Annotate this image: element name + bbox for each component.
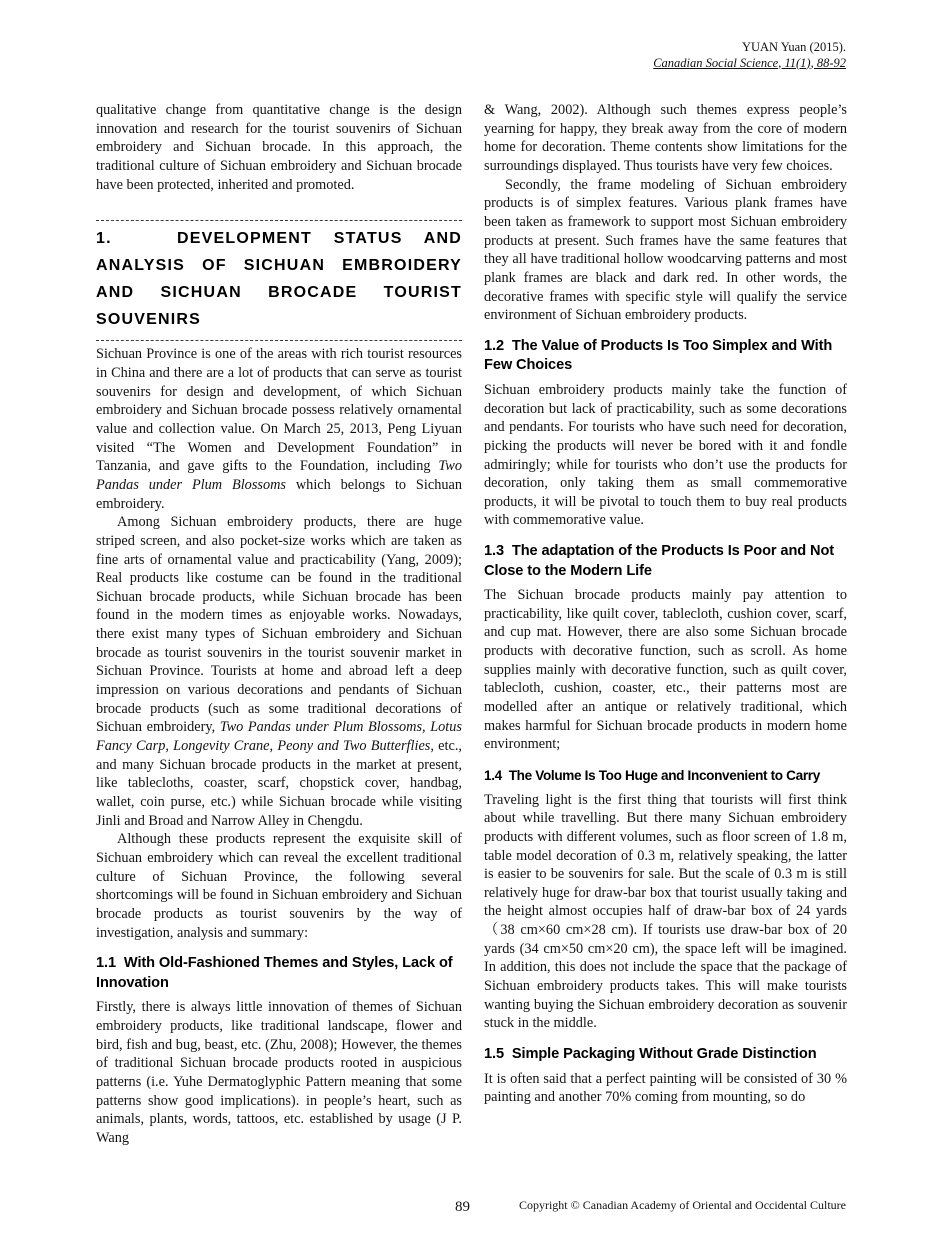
subsection-1-3-heading: 1.3 The adaptation of the Products Is Poor and Not Close to the Modern Life [484, 543, 835, 579]
section-1-heading-block [96, 220, 462, 341]
paragraph-intro-continuation: qualitative change from quantitative change is the design innovation and research for the tourist souvenirs of Sichuan embroidery and Sichuan brocade. In this approach, the traditional culture of Sichuan embroidery and Sichuan brocade have been protected, inherited and promoted. [96, 102, 462, 193]
paragraph-packaging-simple: It is often said that a perfect painting will be consisted of 30 % painting and another 70% coming from mounting, so do [484, 1070, 847, 1106]
paragraph-volume-huge: Traveling light is the first thing that tourists will first think about while travelling. But there many Sichuan embroidery products with different volumes, such as floor screen of 1.8 m, table model decoration of 0.3 m, relatively speaking, the latter is easier to be souvenirs for sale. But the scale of 0.3 m is still relatively huge for draw-bar box that tourist usually taking and the height almost occupies half of draw-bar box of 24 yards（38 cm×60 cm×28 cm). If tourists use draw-bar box of 20 yards (34 cm×50 cm×20 cm), the space left will be imagined. In addition, this does not include the space that the package of Sichuan embroidery products takes. This will make tourists wanting buying the Sichuan embroidery decoration as souvenir stuck in the middle. [484, 791, 847, 1032]
subsection-1-5-heading: 1.5 Simple Packaging Without Grade Distinction [484, 1046, 817, 1063]
two-column-body [96, 101, 847, 1148]
right-column [484, 101, 847, 1148]
paragraph-wang-continuation: & Wang, 2002). Although such themes express people’s yearning for happy, they break away from the core of modern home for decoration. Theme contents show limitations for the surroundings displayed. Thus tourists have very few choices. [484, 102, 847, 174]
paragraph-adaptation-poor: The Sichuan brocade products mainly pay attention to practicability, like quilt cover, tablecloth, cushion cover, scarf, and cup mat. However, there are also some Sichuan brocade products with decorative function, such as scroll. As home supplies mainly with decorative function, such as quilt cover, tablecloth, cushion, coaster, etc., their patterns most are modelled after an antique or relatively traditional, which makes harmful for Sichuan brocade products in modern home environment; [484, 587, 847, 753]
subsection-1-4-heading: 1.4 The Volume Is Too Huge and Inconvenient to Carry [484, 768, 820, 784]
section-1-title: 1. DEVELOPMENT STATUS AND ANALYSIS OF SICHUAN EMBROIDERY AND SICHUAN BROCADE TOURIST SOUVENIRS [96, 230, 462, 329]
copyright-notice: Copyright © Canadian Academy of Oriental and Occidental Culture [518, 1198, 846, 1212]
paragraph-value-simplex: Sichuan embroidery products mainly take the function of decoration but lack of practicability, such as some decorations and pendants. For tourists who have such need for decoration, picking the products will never be bored with it and fondle admiringly; while for tourists who don’t use the products for decoration, only taking them as small commemorative products, it will be pivotal to touch them to buy real products with commemorative value. [484, 381, 847, 529]
page-number: 89 [455, 1199, 470, 1215]
paragraph-firstly-themes: Firstly, there is always little innovation of themes of Sichuan embroidery products, like traditional landscape, flower and bird, fish and bug, beast, etc. (Zhu, 2008); However, the themes of traditional Sichuan brocade products rooted in auspicious patterns (i.e. Yuhe Dermatoglyphic Pattern meaning that some patterns show good implications). in people’s heart, such as animals, plants, words, tattoos, etc. established by usage (J P. Wang [96, 999, 462, 1146]
paragraph-although-products: Although these products represent the exquisite skill of Sichuan embroidery which can reveal the excellent traditional culture of Sichuan Province, the following several shortcomings will be found in Sichuan embroidery and Sichuan brocade products as tourist souvenirs by the way of investigation, analysis and summary: [96, 831, 462, 941]
subsection-1-1-heading: 1.1 With Old-Fashioned Themes and Styles, Lack of Innovation [96, 955, 453, 991]
paragraph-among-products: Among Sichuan embroidery products, there are huge striped screen, and also pocket-size works which are taken as fine arts of ornamental value and practicability (Yang, 2009); Real products like costume can be found in the traditional Sichuan brocade products, while Sichuan brocade has been found in the modern times as enjoyable works. Nowadays, there exist many types of Sichuan embroidery and Sichuan brocade as tourist souvenirs in the tourist souvenir market in Sichuan Province. Tourists at home and abroad left a deep impression on various decorations and pendants of Sichuan brocade products (such as some traditional decorations of Sichuan embroidery, Two Pandas under Plum Blossoms, Lotus Fancy Carp, Longevity Crane, Peony and Two Butterflies, etc., and many Sichuan brocade products in the market at present, like tablecloths, coaster, scarf, chopstick cover, handbag, wallet, coin purse, etc.) while Sichuan brocade while visiting Jinli and Broad and Narrow Alley in Chengdu. [96, 514, 462, 829]
citation-journal-line: Canadian Social Science, 11(1), 88-92 [653, 55, 846, 70]
subsection-1-2-heading: 1.2 The Value of Products Is Too Simplex and With Few Choices [484, 337, 833, 374]
running-head [653, 40, 846, 71]
paragraph-sichuan-province: Sichuan Province is one of the areas with rich tourist resources in China and there are a lot of products that can serve as tourist souvenirs for design and development, of which Sichuan embroidery and Sichuan brocade possess relatively ornamental value and collection value. On March 25, 2013, Peng Liyuan visited “The Women and Development Foundation” in Tanzania, and gave gifts to the Foundation, including Two Pandas under Plum Blossoms which belongs to Sichuan embroidery. [96, 346, 462, 512]
citation-author-line: YUAN Yuan (2015). [741, 40, 846, 54]
left-column [96, 101, 462, 1148]
paragraph-secondly-frames: Secondly, the frame modeling of Sichuan embroidery products is of simplex features. Various plank frames have been taken as framework to support most Sichuan embroidery products at present. Such frames have the same features that they all have traditional hollow woodcarving patterns and most plank frames are black and dark red. In other words, the decorative frames with specific style will qualify the service environment of Sichuan embroidery products. [484, 176, 847, 324]
